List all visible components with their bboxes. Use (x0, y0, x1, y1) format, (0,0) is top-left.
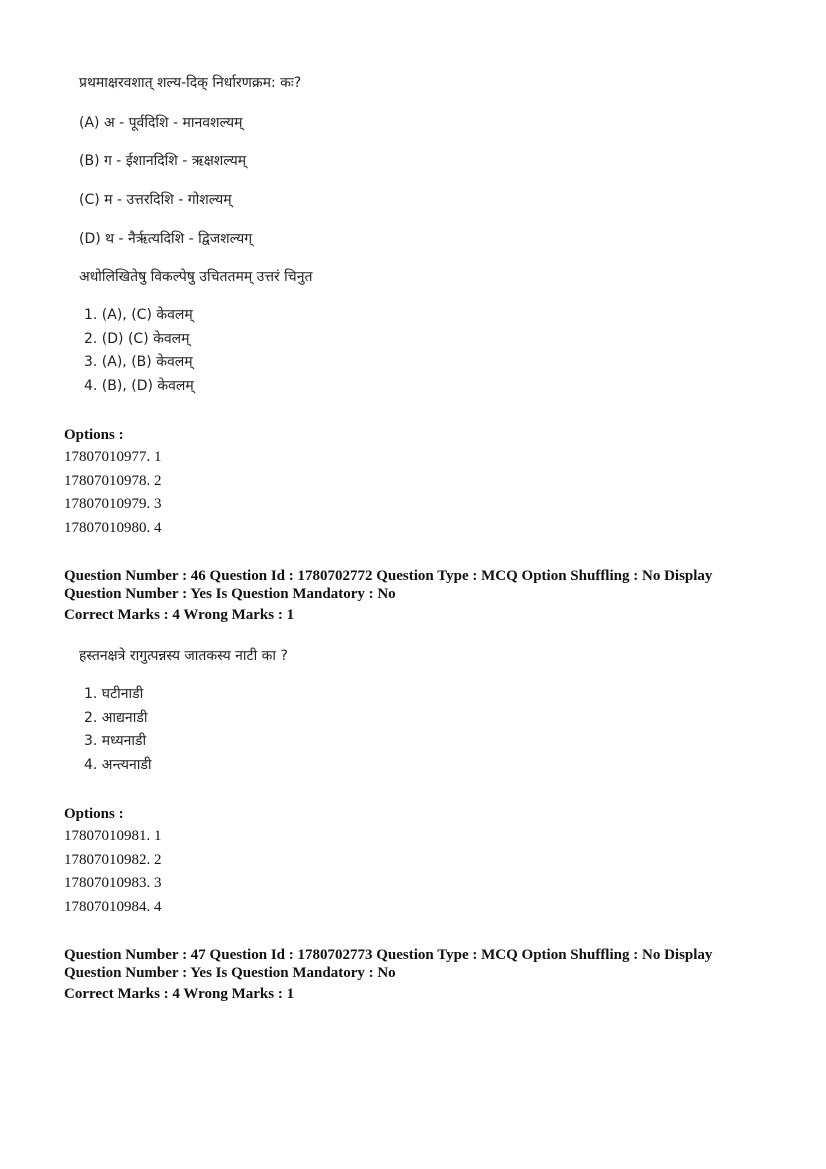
q47-meta-line1: Question Number : 47 Question Id : 1780702773 Question Type : MCQ Option Shuffling : No Display (64, 947, 713, 963)
q45-choice-4: 4. (B), (D) केवलम् (84, 377, 194, 394)
q45-instruction: अधोलिखितेषु विकल्पेषु उचिततमम् उत्तरं चिनुत (79, 269, 313, 285)
q45-choice-2: 2. (D) (C) केवलम् (84, 330, 190, 347)
q46-choice-1: 1. घटीनाडी (84, 686, 144, 702)
q47-marks: Correct Marks : 4 Wrong Marks : 1 (64, 986, 295, 1002)
q46-choice-4: 4. अन्त्यनाडी (84, 756, 152, 773)
q47-meta-line2: Question Number : Yes Is Question Mandatory : No (64, 965, 396, 981)
q46-choice-2: 2. आद्यनाडी (84, 709, 148, 726)
q46-marks: Correct Marks : 4 Wrong Marks : 1 (64, 607, 295, 623)
q45-options-list (64, 446, 162, 540)
q45-choice-3: 3. (A), (B) केवलम् (84, 354, 193, 370)
q46-option-4: 17807010984. 4 (64, 898, 162, 915)
q46-options-list (64, 825, 162, 919)
q45-statement-a: (A) अ - पूर्वदिशि - मानवशल्यम् (79, 115, 243, 131)
q45-choice-1: 1. (A), (C) केवलम् (84, 307, 193, 323)
q46-prompt: हस्तनक्षत्रे रागुत्पन्नस्य जातकस्य नाटी का ? (79, 648, 288, 664)
q45-statement-d: (D) थ - नैर्ऋत्यदिशि - द्विजशल्यग् (79, 231, 253, 247)
q46-options-label: Options : (64, 806, 124, 822)
q45-statement-b: (B) ग - ईशानदिशि - ऋक्षशल्यम् (79, 153, 247, 169)
q45-option-3: 17807010979. 3 (64, 496, 162, 512)
q45-choice-list (84, 304, 194, 398)
q46-option-3: 17807010983. 3 (64, 875, 162, 891)
q46-option-2: 17807010982. 2 (64, 851, 162, 868)
q45-option-4: 17807010980. 4 (64, 519, 162, 536)
q45-option-1: 17807010977. 1 (64, 449, 162, 465)
q46-meta-line1: Question Number : 46 Question Id : 1780702772 Question Type : MCQ Option Shuffling : No Display (64, 568, 713, 584)
q46-option-1: 17807010981. 1 (64, 828, 162, 844)
q45-statement-c: (C) म - उत्तरदिशि - गोशल्यम् (79, 192, 232, 208)
q45-prompt: प्रथमाक्षरवशात् शल्य-दिक् निर्धारणक्रम: कः? (79, 75, 302, 91)
q46-choice-list (84, 683, 152, 777)
q45-options-label: Options : (64, 427, 124, 443)
q46-choice-3: 3. मध्यनाडी (84, 733, 147, 749)
q45-option-2: 17807010978. 2 (64, 472, 162, 489)
q46-meta-line2: Question Number : Yes Is Question Mandatory : No (64, 586, 396, 602)
